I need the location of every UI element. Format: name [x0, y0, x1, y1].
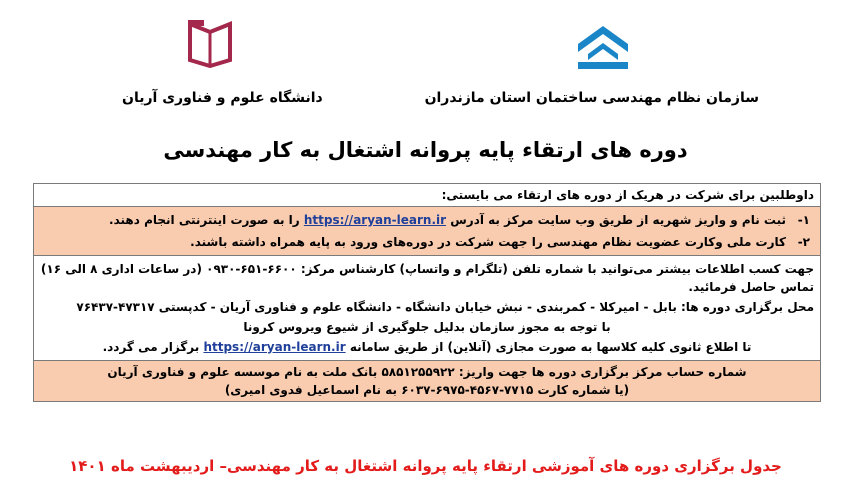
online-notice-text: تا اطلاع ثانوی کلیه کلاسها به صورت مجازی (آنلاین) از طریق سامانه — [349, 340, 752, 354]
venue-info: محل برگزاری دوره ها: بابل - امیرکلا - کمربندی - نبش خیابان دانشگاه - دانشگاه علوم و فناوری آریان - کدپستی ۴۷۳۱۷-۷۶۴۳۷ — [76, 300, 814, 314]
requirement-item-1 — [40, 209, 814, 231]
item-number: ۲- — [797, 235, 810, 249]
online-notice-suffix: برگزار می گردد. — [102, 340, 200, 354]
university-name: دانشگاه علوم و فناوری آریان — [122, 90, 323, 106]
item-text-after: را به صورت اینترنتی انجام دهند. — [109, 213, 300, 227]
schedule-caption: جدول برگزاری دوره های آموزشی ارتقاء پایه پروانه اشتغال به کار مهندسی– اردیبهشت ماه ۱۴۰۱ — [69, 457, 782, 475]
phone-info: جهت کسب اطلاعات بیشتر می‌توانید با شماره تلفن (تلگرام و واتساپ) کارشناس مرکز: ۶۶۰۰-۶۵۱-۰۹۳۰ (در ساعات اداری ۸ الی ۱۶) تماس حاصل فرمائید. — [40, 262, 814, 294]
requirements-list — [34, 207, 820, 256]
requirement-item-2 — [40, 231, 814, 253]
online-notice — [40, 338, 814, 356]
item-text — [109, 211, 786, 229]
item-text-before: ثبت نام و واریز شهریه از طریق وب سایت مرکز به آدرس — [450, 213, 786, 227]
covid-notice: با توجه به مجوز سازمان بدلیل جلوگیری از شیوع ویروس کرونا — [243, 320, 611, 334]
item-number: ۱- — [797, 213, 810, 227]
requirements-intro: داوطلبین برای شرکت در هریک از دوره های ارتقاء می بایستی: — [34, 184, 820, 207]
website-link[interactable]: https://aryan-learn.ir — [303, 213, 447, 227]
info-table — [33, 183, 821, 402]
university-book-logo-icon — [186, 18, 234, 68]
page-title: دوره های ارتقاء پایه پروانه اشتغال به کار مهندسی — [163, 138, 688, 162]
contact-info — [34, 256, 820, 361]
engineering-organization-logo-icon — [574, 22, 632, 72]
payment-info — [34, 361, 820, 401]
platform-link[interactable]: https://aryan-learn.ir — [203, 340, 346, 354]
item-text: کارت ملی وکارت عضویت نظام مهندسی را جهت شرکت در دوره‌های ورود به پایه همراه داشته باشند. — [190, 235, 786, 249]
engineering-organization-name: سازمان نظام مهندسی ساختمان استان مازندران — [424, 90, 759, 106]
card-number-line: (یا شماره کارت ۷۷۱۵-۴۵۶۷-۶۹۷۵-۶۰۳۷ به نام اسماعیل فدوی امیری) — [224, 383, 630, 397]
bank-account-line: شماره حساب مرکز برگزاری دوره ها جهت واریز: ۵۸۵۱۲۵۵۹۲۲ بانک ملت به نام موسسه علوم و فناوری آریان — [107, 365, 747, 379]
